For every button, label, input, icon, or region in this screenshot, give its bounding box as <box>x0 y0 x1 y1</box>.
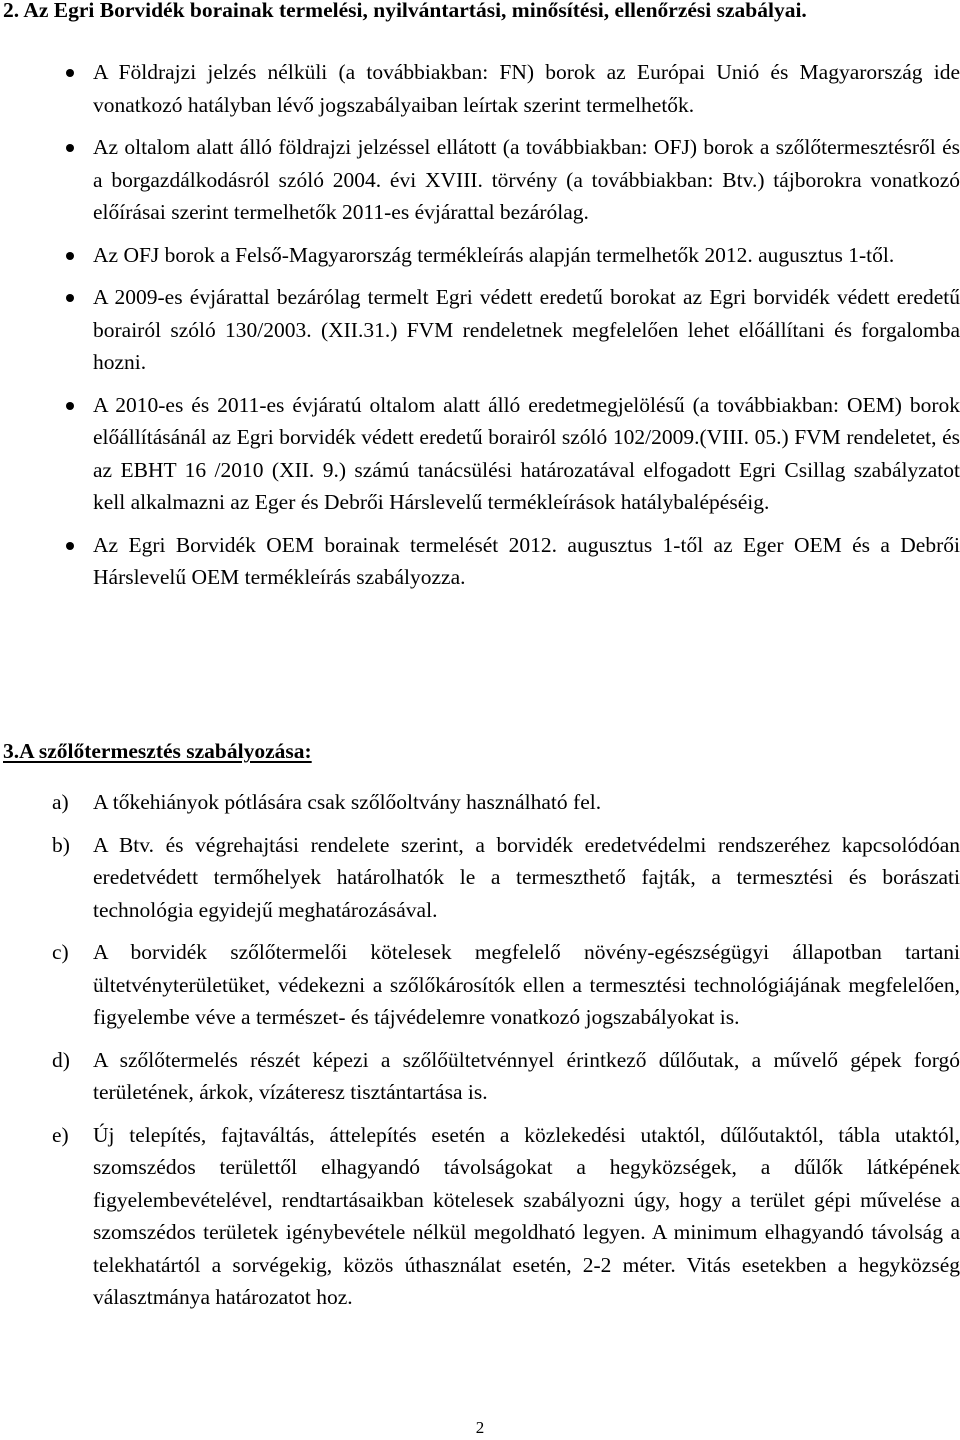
bullet-icon <box>66 252 74 260</box>
list-item-text: A 2009-es évjárattal bezárólag termelt Egri védett eredetű borokat az Egri borvidék védett eredetű borairól szóló 130/2003. (XII.31.) FVM rendeletnek megfelelően lehet előállítani és forgalomba hozni. <box>93 285 960 374</box>
bullet-icon <box>66 144 74 152</box>
list-item-marker: e) <box>52 1122 69 1147</box>
list-item-text: Az Egri Borvidék OEM borainak termelését 2012. augusztus 1-től az Eger OEM és a Debrői Hárslevelű OEM termékleírás szabályozza. <box>93 532 960 589</box>
list-item <box>66 529 960 594</box>
list-item <box>52 786 960 819</box>
list-item <box>66 131 960 229</box>
bullet-icon <box>66 69 74 77</box>
list-item-text: A Btv. és végrehajtási rendelete szerint, a borvidék eredetvédelmi rendszeréhez kapcsolódóan eredetvédett termőhelyek határolhatók le a termeszthető fajták, a termesztési és borászati technológia egyidejű meghatározásával. <box>93 832 960 922</box>
section-3-heading: 3.A szőlőtermesztés szabályozása: <box>3 739 312 763</box>
section-2-heading: 2. Az Egri Borvidék borainak termelési, nyilvántartási, minősítési, ellenőrzési szabályai. <box>3 0 807 22</box>
page-number: 2 <box>475 1418 485 1437</box>
bullet-icon <box>66 294 74 302</box>
section-3-lettered-list <box>52 786 960 1314</box>
list-item <box>66 281 960 379</box>
list-item-text: Új telepítés, fajtaváltás, áttelepítés esetén a közlekedési utaktól, dűlőutaktól, tábla utaktól, szomszédos területtől elhagyandó távolságokat a hegyközségek, a dűlők látképének figyelembevételével, rendtartásaikban kötelesek szabályozni úgy, hogy a terület gépi művelése a szomszédos területek igénybevétele nélkül megoldható legyen. A minimum elhagyandó távolság a telekhatártól a sorvégekig, közös úthasználat esetén, 2-2 méter. Vitás esetekben a hegyközség választmánya határozatot hoz. <box>93 1122 960 1309</box>
list-item <box>52 1119 960 1314</box>
list-item-marker: c) <box>52 940 69 964</box>
list-item-text: A 2010-es és 2011-es évjáratú oltalom alatt álló eredetmegjelölésű (a továbbiakban: OEM) borok előállításánál az Egri borvidék védett eredetű borairól szóló 102/2009.(VIII. 05.) FVM rendeletet, és az EBHT 16 /2010 (XII. 9.) számú tanácsülési határozatával elfogadott Egri Csillag szabályzatot kell alkalmazni az Eger és Debrői Hárslevelű termékleírások hatálybalépéséig. <box>93 392 960 514</box>
list-item-text: Az OFJ borok a Felső-Magyarország termékleírás alapján termelhetők 2012. augusztus 1-től. <box>93 242 895 267</box>
list-item-text: A szőlőtermelés részét képezi a szőlőültetvénnyel érintkező dűlőutak, a művelő gépek forgó területének, árkok, vízáteresz tisztántartása is. <box>93 1047 960 1104</box>
list-item <box>52 829 960 927</box>
list-item <box>66 389 960 519</box>
bullet-icon <box>66 402 74 410</box>
list-item <box>52 1044 960 1109</box>
list-item-text: A Földrajzi jelzés nélküli (a továbbiakban: FN) borok az Európai Unió és Magyarország ide vonatkozó hatályban lévő jogszabályaiban leírtak szerint termelhetők. <box>93 60 960 117</box>
bullet-icon <box>66 542 74 550</box>
list-item <box>52 936 960 1034</box>
list-item-marker: a) <box>52 790 69 814</box>
list-item-text: Az oltalom alatt álló földrajzi jelzéssel ellátott (a továbbiakban: OFJ) borok a szőlőtermesztésről és a borgazdálkodásról szóló 2004. évi XVIII. törvény (a továbbiakban: Btv.) tájborokra vonatkozó előírásai szerint termelhetők 2011-es évjárattal bezárólag. <box>93 135 960 224</box>
list-item-text: A tőkehiányok pótlására csak szőlőoltvány használható fel. <box>93 790 602 814</box>
section-2-bullet-list <box>66 56 960 594</box>
list-item <box>66 239 960 272</box>
list-item <box>66 56 960 121</box>
list-item-marker: d) <box>52 1047 70 1072</box>
list-item-marker: b) <box>52 832 70 857</box>
list-item-text: A borvidék szőlőtermelői kötelesek megfelelő növény-egészségügyi állapotban tartani ültetvényterületüket, védekezni a szőlőkárosítók ellen a termesztési technológiájának megfelelően, figyelembe véve a természet- és tájvédelemre vonatkozó jogszabályokat is. <box>93 940 960 1029</box>
